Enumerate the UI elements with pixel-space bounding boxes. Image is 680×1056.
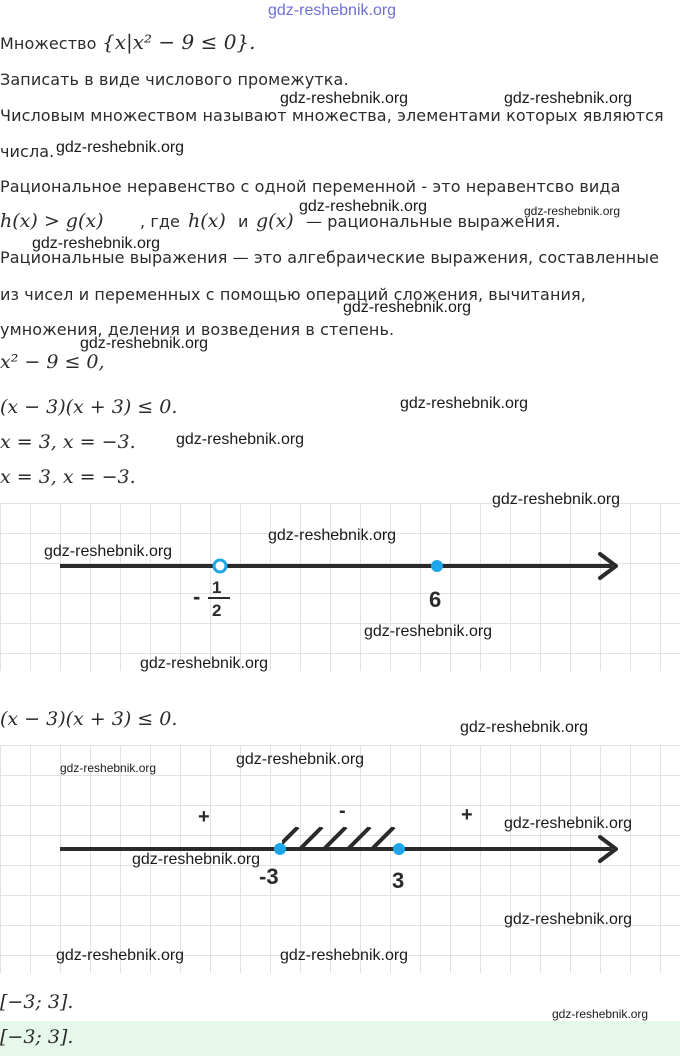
watermark: gdz-reshebnik.org (280, 947, 409, 964)
watermark: gdz-reshebnik.org (299, 198, 428, 215)
watermark: gdz-reshebnik.org (268, 527, 397, 544)
open-point-sign: - (193, 584, 201, 609)
closed-point (431, 560, 443, 572)
number-line-figure-2 (0, 745, 680, 973)
watermark: gdz-reshebnik.org (524, 204, 621, 218)
theory-and: и (238, 212, 249, 231)
problem-intro: Множество (0, 34, 97, 53)
closed-point-label: 6 (429, 587, 442, 612)
answer-line-2: [−3; 3]. (0, 1026, 74, 1048)
watermark: gdz-reshebnik.org (504, 90, 633, 107)
watermark: gdz-reshebnik.org (460, 719, 589, 736)
right-point-label: 3 (392, 868, 405, 893)
solution-step-4: x = 3, x = −3. (0, 466, 136, 488)
theory-inequality: h(x) > g(x) (0, 210, 104, 232)
watermark: gdz-reshebnik.org (492, 491, 621, 508)
watermark: gdz-reshebnik.org (56, 139, 185, 156)
theory-line-2: числа. (0, 142, 55, 161)
watermark: gdz-reshebnik.org (504, 911, 633, 928)
problem-set-expression: {x|x² − 9 ≤ 0}. (102, 30, 256, 54)
watermark: gdz-reshebnik.org (552, 1007, 649, 1021)
watermark: gdz-reshebnik.org (56, 947, 185, 964)
watermark: gdz-reshebnik.org (60, 761, 157, 775)
watermark: gdz-reshebnik.org (140, 655, 269, 672)
theory-g: g(x) (256, 210, 294, 232)
left-point (274, 843, 286, 855)
sign-middle: - (339, 800, 346, 822)
watermark: gdz-reshebnik.org (132, 851, 261, 868)
hatched-interval (276, 827, 394, 849)
solution-step-1: x² − 9 ≤ 0, (0, 351, 105, 373)
right-point (393, 843, 405, 855)
theory-line-1: Числовым множеством называют множества, элементами которых являются (0, 106, 664, 125)
watermark-top: gdz-reshebnik.org (268, 2, 397, 19)
watermark: gdz-reshebnik.org (80, 335, 209, 352)
theory-line-6: из чисел и переменных с помощью операций сложения, вычитания, (0, 285, 586, 304)
watermark: gdz-reshebnik.org (32, 235, 161, 252)
theory-line-3: Рациональное неравенство с одной переменной - это неравентсво вида (0, 177, 621, 196)
watermark: gdz-reshebnik.org (504, 815, 633, 832)
open-point-numerator: 1 (212, 578, 222, 597)
theory-line-5: Рациональные выражения — это алгебраические выражения, составленные (0, 248, 660, 267)
problem-task: Записать в виде числового промежутка. (0, 70, 349, 89)
open-point-denominator: 2 (212, 601, 222, 620)
sign-right: + (461, 804, 473, 826)
theory-h: h(x) (188, 210, 226, 232)
answer-highlight (0, 1021, 680, 1056)
watermark: gdz-reshebnik.org (364, 623, 493, 640)
theory-line-7: умножения, деления и возведения в степень. (0, 320, 395, 339)
open-point (214, 560, 226, 572)
watermark: gdz-reshebnik.org (176, 431, 305, 448)
solution-step-3: x = 3, x = −3. (0, 431, 136, 453)
solution-step-2: (x − 3)(x + 3) ≤ 0. (0, 396, 178, 418)
watermark: gdz-reshebnik.org (280, 90, 409, 107)
theory-rest: — рациональные выражения. (306, 212, 561, 231)
sign-left: + (198, 806, 210, 828)
watermark: gdz-reshebnik.org (44, 543, 173, 560)
theory-where: , где (140, 212, 180, 231)
answer-line-1: [−3; 3]. (0, 991, 74, 1013)
solution-step-5: (x − 3)(x + 3) ≤ 0. (0, 708, 178, 730)
watermark: gdz-reshebnik.org (400, 395, 529, 412)
watermark: gdz-reshebnik.org (236, 751, 365, 768)
left-point-label: -3 (259, 864, 279, 889)
watermark: gdz-reshebnik.org (343, 299, 472, 316)
